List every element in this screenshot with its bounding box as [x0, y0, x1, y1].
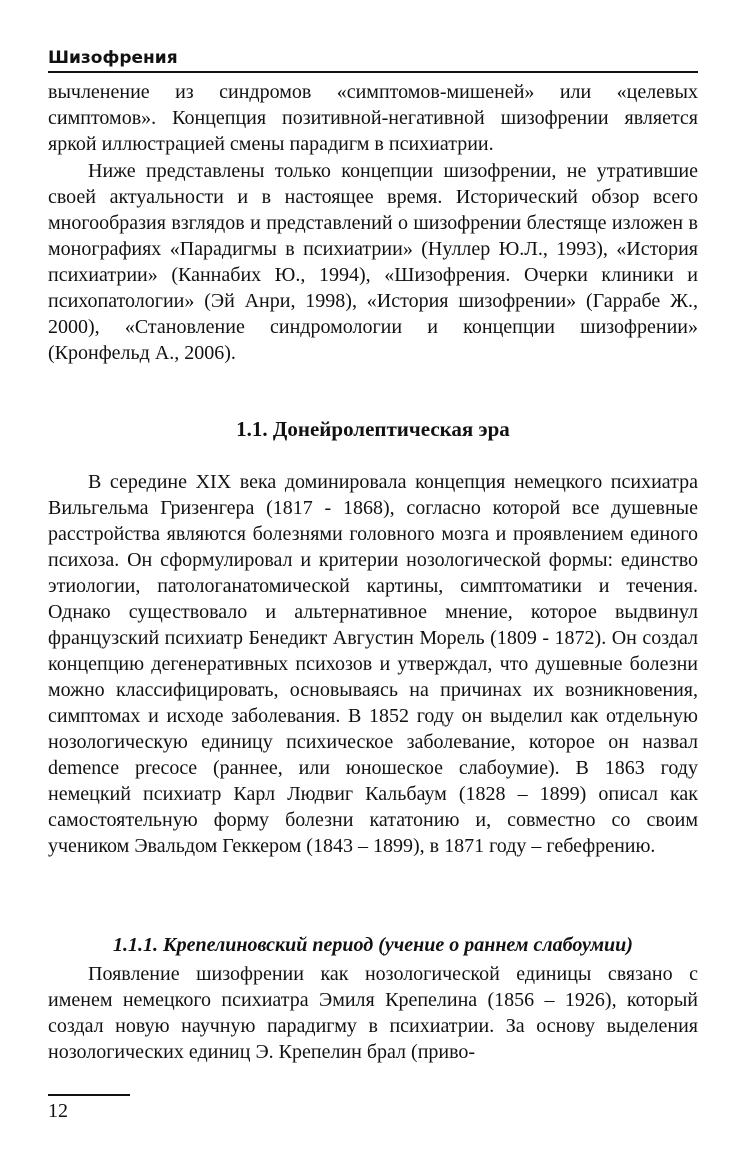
paragraph-overview: Ниже представлены только концепции шизофрении, не утратившие своей актуальности и в настоящее время. Исторический обзор всего многообразия взглядов и представлений о шизофрении блестяще изложен в монографиях «Парадигмы в психиатрии» (Нуллер Ю.Л., 1993), «История психиатрии» (Каннабих Ю., 1994), «Шизофрения. Очерки клиники и психопатологии» (Эй Анри, 1998), «История шизофрении» (Гаррабе Ж., 2000), «Становление синдромологии и концепции шизофрении» (Кронфельд А., 2006). [48, 160, 698, 364]
section-heading: 1.1. Донейролептическая эра [236, 417, 510, 441]
subsection-heading: 1.1.1. Крепелиновский период (учение о раннем слабоумии) [113, 934, 633, 956]
footer-divider [48, 1094, 130, 1096]
running-title: Шизофрения [48, 48, 178, 68]
page-number: 12 [48, 1100, 68, 1122]
paragraph-intro-continued: вычленение из синдромов «симптомов-мишеней» или «целевых симптомов». Концепция позитивной-негативной шизофрении является яркой иллюстрацией смены парадигм в психиатрии. [48, 81, 698, 155]
header-divider [48, 71, 698, 73]
paragraph-kraepelin: Появление шизофрении как нозологической единицы связано с именем немецкого психиатра Эмиля Крепелина (1856 – 1926), который создал новую научную парадигму в психиатрии. За основу выделения нозологических единиц Э. Крепелин брал (приво- [48, 963, 698, 1063]
paragraph-history: В середине XIX века доминировала концепция немецкого психиатра Вильгельма Гризенгера (1817 - 1868), согласно которой все душевные расстройства являются болезнями головного мозга и проявлением единого психоза. Он сформулировал и критерии нозологической формы: единство этиологии, патологанатомической картины, симптоматики и течения. Однако существовало и альтернативное мнение, которое выдвинул французский психиатр Бенедикт Августин Морель (1809 - 1872). Он создал концепцию дегенеративных психозов и утверждал, что душевные болезни можно классифицировать, основываясь на причинах их возникновения, симптомах и исходе заболевания. В 1852 году он выделил как отдельную нозологическую единицу психическое заболевание, которое он назвал demence precoce (раннее, или юношеское слабоумие). В 1863 году немецкий психиатр Карл Людвиг Кальбаум (1828 – 1899) описал как самостоятельную форму болезни кататонию и, совместно со своим учеником Эвальдом Геккером (1843 – 1899), в 1871 году – гебефрению. [48, 471, 698, 857]
